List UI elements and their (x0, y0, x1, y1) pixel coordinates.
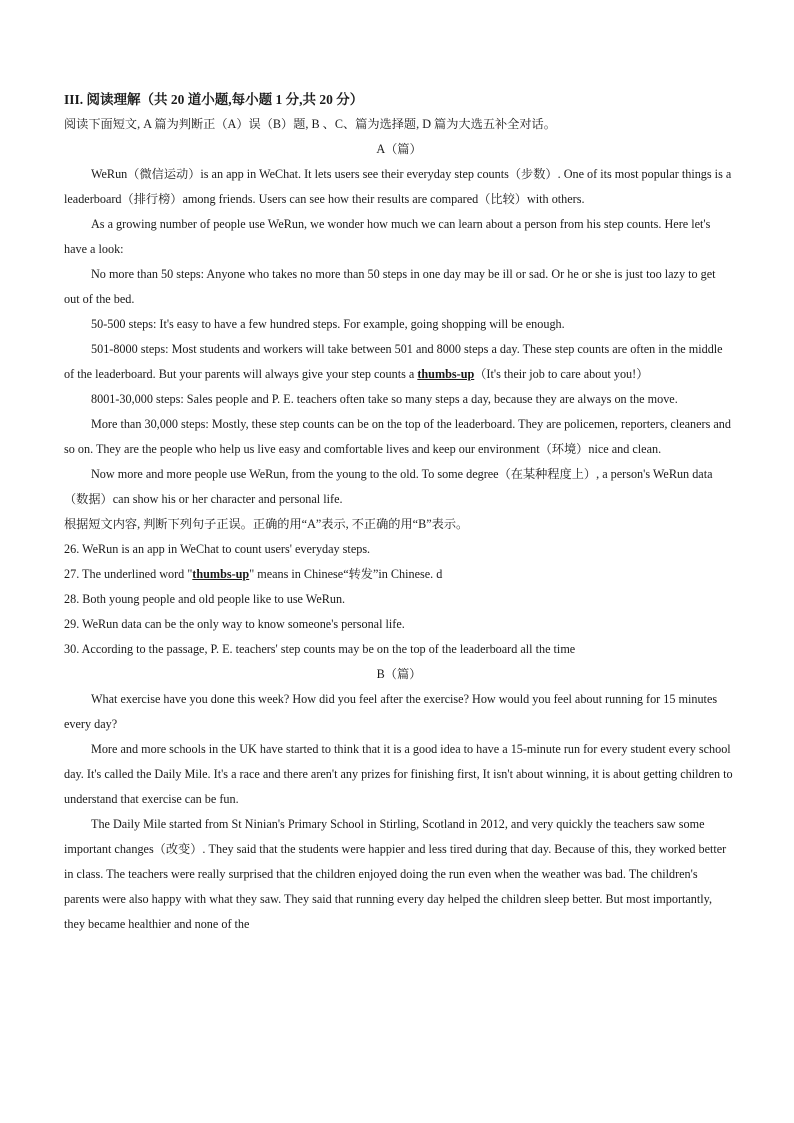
paragraph-5-tail: （It's their job to care about you!） (474, 367, 649, 381)
instructions: 阅读下面短文, A 篇为判断正（A）误（B）题, B 、C、篇为选择题, D 篇为大选五补全对话。 (64, 117, 556, 131)
question-28: 28. Both young people and old people like to use WeRun. (64, 592, 346, 606)
section-title: III. 阅读理解（共 20 道小题,每小题 1 分,共 20 分） (64, 92, 364, 107)
question-30: 30. According to the passage, P. E. teachers' step counts may be on the top of the leaderboard all the time (64, 642, 576, 656)
part-a-paragraph-7: More than 30,000 steps: Mostly, these step counts can be on the top of the leaderboard. They are policemen, reporters, cleaners and so on. They are the people who help us live easy and comfortable lives and keep our environment（环境）nice and clean. (64, 417, 731, 456)
question-26: 26. WeRun is an app in WeChat to count users' everyday steps. (64, 542, 371, 556)
part-b-paragraph-2: More and more schools in the UK have started to think that it is a good idea to have a 15-minute run for every student every school day. It's called the Daily Mile. It's a race and there aren't any prizes for finishing first, It isn't about winning, it is about getting children to understand that exercise can be fun. (64, 742, 733, 806)
part-a-paragraph-6: 8001-30,000 steps: Sales people and P. E. teachers often take so many steps a day, because they are always on the move. (91, 392, 678, 406)
underlined-word: thumbs-up (417, 367, 475, 381)
question-29: 29. WeRun data can be the only way to know someone's personal life. (64, 617, 405, 631)
worksheet-page (64, 87, 734, 937)
part-a-title: A（篇） (376, 142, 422, 156)
part-a-paragraph-3: No more than 50 steps: Anyone who takes no more than 50 steps in one day may be ill or sad. Or he or she is just too lazy to get out of the bed. (64, 267, 716, 306)
question-27 (64, 562, 734, 587)
part-a-paragraph-2: As a growing number of people use WeRun, we wonder how much we can learn about a person from his step counts. Here let's have a look: (64, 217, 711, 256)
judge-instruction: 根据短文内容, 判断下列句子正误。正确的用“A”表示, 不正确的用“B”表示。 (64, 517, 469, 531)
part-b-paragraph-1: What exercise have you done this week? How did you feel after the exercise? How would you feel about running for 15 minutes every day? (64, 692, 718, 731)
question-27-tail: " means in Chinese“转发”in Chinese. d (249, 567, 443, 581)
part-a-paragraph-4: 50-500 steps: It's easy to have a few hundred steps. For example, going shopping will be enough. (91, 317, 565, 331)
question-27-text: 27. The underlined word " (64, 567, 193, 581)
part-b-title: B（篇） (376, 667, 422, 681)
part-a-paragraph-8: Now more and more people use WeRun, from the young to the old. To some degree（在某种程度上）, a person's WeRun data（数据）can show his or her character and personal life. (64, 467, 713, 506)
part-a-paragraph-1: WeRun（微信运动）is an app in WeChat. It lets users see their everyday step counts（步数）. One of its most popular things is a leaderboard（排行榜）among friends. Users can see how their results are compared（比较）with others. (64, 167, 732, 206)
part-b-paragraph-3: The Daily Mile started from St Ninian's Primary School in Stirling, Scotland in 2012, and very quickly the teachers saw some important changes（改变）. They said that the students were happier and less tired during that day. Because of this, they worked better in class. The teachers were really surprised that the children enjoyed doing the run even when the weather was bad. The children's parents were also happy with what they saw. They said that running every day helped the children sleep better. But most importantly, they became healthier and none of the (64, 817, 727, 931)
paragraph-5-text: 501-8000 steps: Most students and workers will take between 501 and 8000 steps a day. These step counts are often in the middle of the leaderboard. But your parents will always give your step counts a (64, 342, 723, 381)
part-a-paragraph-5 (64, 337, 734, 387)
question-27-underlined: thumbs-up (192, 567, 250, 581)
